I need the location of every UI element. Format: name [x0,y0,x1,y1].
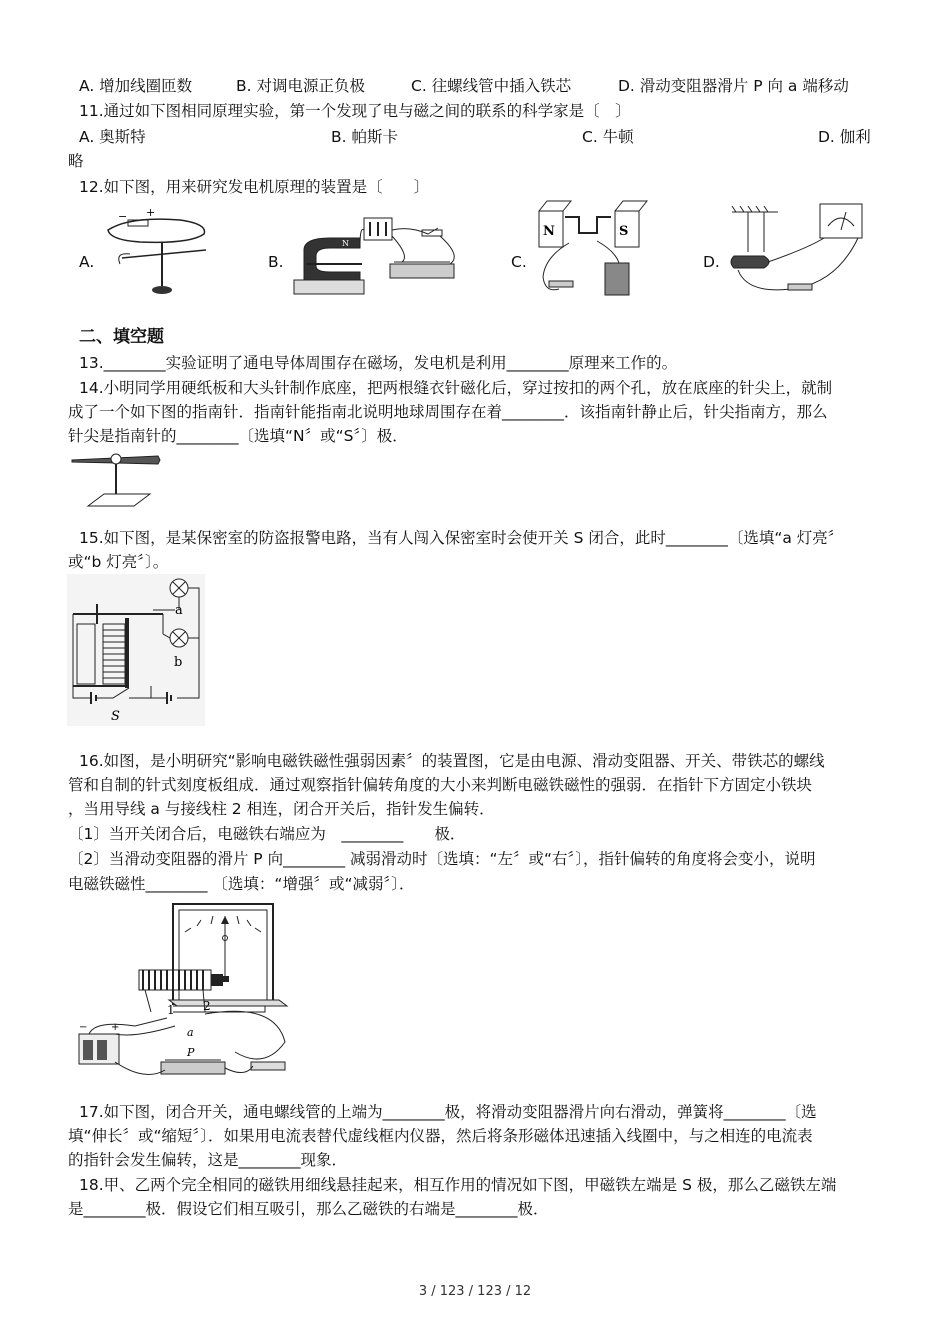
q16-label-1: 1 [167,1003,175,1017]
q15-line-2: 或“b 灯亮〞〕。 [68,553,169,571]
q12-figure-d [728,200,868,298]
svg-text:−: − [118,210,128,223]
svg-text:N: N [342,239,349,248]
q11-stem: 11.通过如下图相同原理实验，第一个发现了电与磁之间的联系的科学家是〔 〕 [79,102,631,120]
q12-stem: 12.如下图，用来研究发电机原理的装置是〔 〕 [79,178,430,196]
q12-figure-b [290,206,465,300]
q10-option-b: B. 对调电源正负极 [236,77,365,95]
q16-sub-2a: 〔2〕当滑动变阻器的滑片 P 向________ 减弱滑动时〔选填：“左〞或“右〞〕，指针偏转的角度将会变小，说明 [68,850,816,868]
q11-option-c: C. 牛顿 [582,128,634,146]
svg-text:−: − [79,1022,88,1033]
q13-line-1: 13.________实验证明了通电导体周围存在磁场，发电机是利用________原理来工作的。 [79,354,678,372]
q16-sub-2b: 电磁铁磁性________ 〔选填：“增强〞或“减弱〞〕． [68,875,415,893]
q15-label-b: b [174,655,183,670]
q16-line-3: ，当用导线 a 与接线柱 2 相连，闭合开关后，指针发生偏转． [68,800,495,818]
q18-line-2: 是________极．假设它们相互吸引，那么乙磁铁的右端是________极． [68,1200,549,1218]
q14-line-3: 针尖是指南针的________〔选填“N〞或“S〞〕极． [68,427,408,445]
q10-option-c: C. 往螺线管中插入铁芯 [411,77,572,95]
q16-label-p: P [187,1046,195,1059]
svg-text:N: N [543,224,555,239]
q16-line-1: 16.如图，是小明研究“影响电磁铁磁性强弱因素〞的装置图，它是由电源、滑动变阻器、开关、带铁芯的螺线 [79,752,825,770]
q18-line-1: 18.甲、乙两个完全相同的磁铁用细线悬挂起来，相互作用的情况如下图，甲磁铁左端是 S 极，那么乙磁铁左端 [79,1176,837,1194]
q11-option-d: D. 伽利 [818,128,871,146]
q15-line-1: 15.如下图，是某保密室的防盗报警电路，当有人闯入保密室时会使开关 S 闭合，此时________〔选填“a 灯亮〞 [79,529,844,547]
q11-option-d-wrap: 略 [68,152,84,170]
q10-option-a: A. 增加线圈匝数 [79,77,193,95]
section-2-title: 二、填空题 [79,327,164,347]
q16-label-a: a [187,1026,194,1039]
q17-line-2: 填“伸长〞或“缩短〞〕．如果用电流表替代虚线框内仪器，然后将条形磁体迅速插入线圈中，与之相连的电流表 [68,1127,813,1145]
q15-label-a: a [175,603,183,618]
q11-option-a: A. 奥斯特 [79,128,146,146]
q16-sub-1: 〔1〕当开关闭合后，电磁铁右端应为 ________ 极． [68,825,466,843]
q10-option-d: D. 滑动变阻器滑片 P 向 a 端移动 [618,77,849,95]
q16-line-2: 管和自制的针式刻度板组成．通过观察指针偏转角度的大小来判断电磁铁磁性的强弱．在指针下方固定小铁块 [68,776,813,794]
q12-figure-c [535,197,675,301]
q14-figure-compass [70,448,165,510]
svg-text:S: S [619,224,629,239]
q16-figure-apparatus [75,902,295,1092]
q16-label-2: 2 [203,999,211,1013]
q14-line-2: 成了一个如下图的指南针．指南针能指南北说明地球周围存在着________．该指南针静止后，针尖指南方，那么 [68,403,828,421]
q11-option-b: B. 帕斯卡 [331,128,398,146]
q12-label-a: A. [79,253,95,271]
q15-figure-circuit [67,574,205,726]
page-number: 3 / 123 / 123 / 12 [418,1284,532,1299]
q12-label-b: B. [268,253,284,271]
svg-text:+: + [111,1022,120,1033]
q17-line-1: 17.如下图，闭合开关，通电螺线管的上端为________极，将滑动变阻器滑片向右滑动，弹簧将________〔选 [79,1103,817,1121]
q12-figure-a [100,200,215,300]
q17-line-3: 的指针会发生偏转，这是________现象． [68,1151,348,1169]
q12-label-d: D. [703,253,720,271]
svg-text:+: + [146,206,156,219]
q15-label-s: S [111,709,120,724]
q12-label-c: C. [511,253,527,271]
q14-line-1: 14.小明同学用硬纸板和大头针制作底座，把两根缝衣针磁化后，穿过按扣的两个孔，放在底座的针尖上，就制 [79,379,833,397]
